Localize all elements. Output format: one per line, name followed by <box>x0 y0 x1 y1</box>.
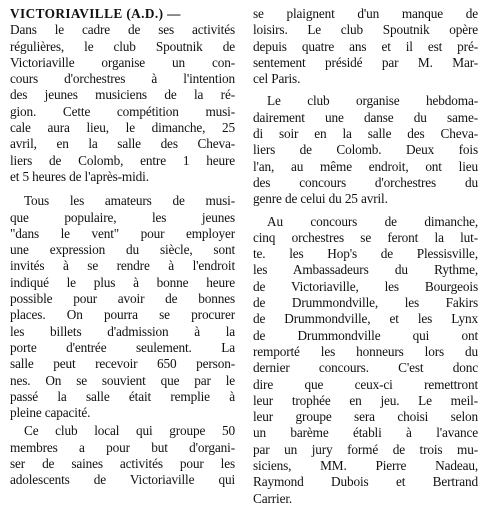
text-line: de Drummondville, et les Lynx <box>253 311 478 327</box>
text-line: avril, en la salle des Cheva- <box>10 136 235 152</box>
text-line: dernier concours. C'est donc <box>253 360 478 376</box>
paragraph-dances <box>253 93 478 207</box>
text-line: adolescents de Victoriaville qui <box>10 472 235 488</box>
paragraph-continuation <box>253 6 478 87</box>
text-line: cinq orchestres se feront la lut- <box>253 229 478 245</box>
text-line: gion. Cette compétition musi- <box>10 103 235 119</box>
text-line: pleine capacité. <box>10 405 91 421</box>
text-line: possible pour avoir de bonnes <box>10 291 235 307</box>
text-line: "dans le vent" pour employer <box>10 225 235 241</box>
text-line: Au concours de dimanche, <box>267 213 478 229</box>
right-column <box>253 6 478 507</box>
text-line: des jeunes musiciens de la ré- <box>10 87 235 103</box>
text-line: loisirs. Le club Spoutnik opère <box>253 22 478 38</box>
text-line: Le club organise hebdoma- <box>267 93 478 109</box>
text-line: Ce club local qui groupe 50 <box>24 423 235 439</box>
dateline: VICTORIAVILLE (A.D.) — <box>10 6 181 21</box>
text-line: les billets d'admission à la <box>10 323 235 339</box>
text-line: leur trophée en jeu. Le meil- <box>253 392 478 408</box>
text-line: par un jury formé de trois mu- <box>253 441 478 457</box>
text-line: leur groupe sera choisi selon <box>253 409 478 425</box>
paragraph-club <box>10 423 235 488</box>
text-line: salle peut recevoir 650 person- <box>10 356 235 372</box>
paragraph-contest <box>253 214 478 507</box>
text-line: cale aura lieu, le dimanche, 25 <box>10 120 235 136</box>
text-line: se plaignent d'un manque de <box>253 6 478 21</box>
text-line: places. On pourra se procurer <box>10 307 235 323</box>
text-line: de Victoriaville, les Bourgeois <box>253 278 478 294</box>
text-line: siciens, MM. Pierre Nadeau, <box>253 458 478 474</box>
text-line: un barème établi à l'avance <box>253 425 478 441</box>
paragraph-invitation <box>10 193 235 421</box>
text-line: et 5 heures de l'après-midi. <box>10 168 149 184</box>
text-line: dairement une danse du same- <box>253 109 478 125</box>
text-line: liers de Colomb. Deux fois <box>253 142 478 158</box>
text-line: liers de Colomb, entre 1 heure <box>10 152 235 168</box>
text-line: Raymond Dubois et Bertrand <box>253 474 478 490</box>
paragraph-intro <box>10 6 235 185</box>
text-line: cel Paris. <box>253 71 301 87</box>
text-line: Victoriaville organise un con- <box>10 54 235 70</box>
text-line: nes. On se souvient que par le <box>10 372 235 388</box>
text-line: sentement présidé par M. Mar- <box>253 54 478 70</box>
left-column <box>10 6 235 489</box>
text-line: Carrier. <box>253 490 293 506</box>
text-line: de Drummondville, les Fakirs <box>253 295 478 311</box>
text-line: membres a pour but d'organi- <box>10 439 235 455</box>
text-line: cours d'orchestres à l'intention <box>10 71 235 87</box>
text-line: te. les Hop's de Plessisville, <box>253 246 478 262</box>
text-line: l'an, au même endroit, ont lieu <box>253 158 478 174</box>
text-line: invités à se rendre à l'endroit <box>10 258 235 274</box>
text-line: les Ambassadeurs du Rythme, <box>253 262 478 278</box>
text-line: de Drummondville qui ont <box>253 327 478 343</box>
text-line: indiqué le plus à bonne heure <box>10 274 235 290</box>
text-line: di soir en la salle des Cheva- <box>253 126 478 142</box>
text-line: Tous les amateurs de musi- <box>24 193 235 209</box>
text-line: ser de saines activités pour les <box>10 456 235 472</box>
text-line: passé la salle était remplie à <box>10 388 235 404</box>
text-line: dire que ceux-ci remettront <box>253 376 478 392</box>
text-line: régulières, le club Spoutnik de <box>10 38 235 54</box>
text-line: des concours d'orchestres du <box>253 174 478 190</box>
text-line: genre de celui du 25 avril. <box>253 191 388 207</box>
text-line: depuis quatre ans et il est pré- <box>253 38 478 54</box>
text-line: une expression du siècle, sont <box>10 242 235 258</box>
text-line: porte d'entrée seulement. La <box>10 339 235 355</box>
text-line: que populaire, les jeunes <box>10 209 235 225</box>
text-line: Dans le cadre de ses activités <box>10 22 235 38</box>
text-line: remporté les honneurs lors du <box>253 343 478 359</box>
